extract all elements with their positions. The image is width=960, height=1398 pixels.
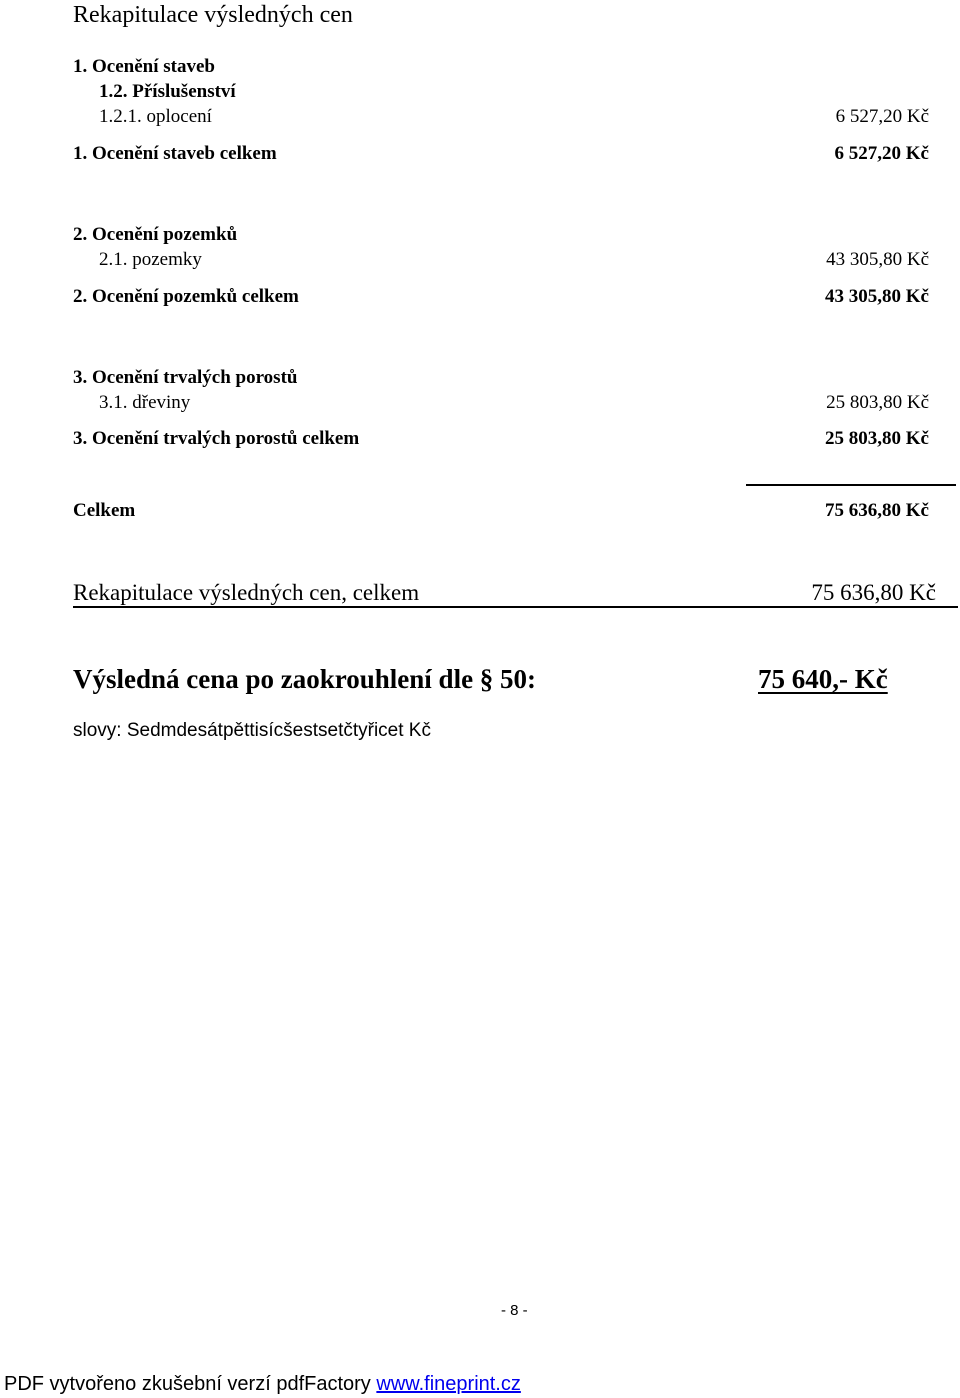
page-number: - 8 -: [501, 1302, 528, 1319]
section-1-item-value: 6 527,20 Kč: [835, 106, 929, 127]
document-title: Rekapitulace výsledných cen: [73, 2, 353, 28]
price-in-words: slovy: Sedmdesátpěttisícšestsetčtyřicet Kč: [73, 720, 431, 741]
recap-label: Rekapitulace výsledných cen, celkem: [73, 580, 420, 605]
section-2-total-label: 2. Ocenění pozemků celkem: [73, 286, 299, 307]
final-price-value: 75 640,- Kč: [758, 664, 888, 694]
pdf-footer: [4, 1374, 521, 1394]
section-1-heading: 1. Ocenění staveb: [73, 56, 215, 77]
section-2-total-value: 43 305,80 Kč: [825, 286, 929, 307]
section-1-total-value: 6 527,20 Kč: [834, 143, 929, 164]
final-price-label: Výsledná cena po zaokrouhlení dle § 50:: [73, 664, 537, 694]
section-1-subheading: 1.2. Příslušenství: [99, 81, 236, 102]
section-3-total-label: 3. Ocenění trvalých porostů celkem: [73, 428, 360, 449]
section-3-heading: 3. Ocenění trvalých porostů: [73, 367, 298, 388]
section-1-total-label: 1. Ocenění staveb celkem: [73, 143, 277, 164]
footer-text: PDF vytvořeno zkušební verzí pdfFactory: [4, 1373, 377, 1395]
section-2-item-value: 43 305,80 Kč: [826, 249, 929, 270]
sum-rule: [746, 484, 956, 486]
section-2-item-label: 2.1. pozemky: [99, 249, 202, 270]
recap-value: 75 636,80 Kč: [811, 580, 936, 605]
grand-total-value: 75 636,80 Kč: [825, 500, 929, 521]
section-3-item-label: 3.1. dřeviny: [99, 392, 191, 413]
footer-link[interactable]: www.fineprint.cz: [376, 1373, 521, 1395]
section-1-item-label: 1.2.1. oplocení: [99, 106, 212, 127]
section-3-item-value: 25 803,80 Kč: [826, 392, 929, 413]
grand-total-label: Celkem: [73, 500, 136, 521]
section-3-total-value: 25 803,80 Kč: [825, 428, 929, 449]
section-2-heading: 2. Ocenění pozemků: [73, 224, 238, 245]
recap-rule: [73, 606, 958, 608]
